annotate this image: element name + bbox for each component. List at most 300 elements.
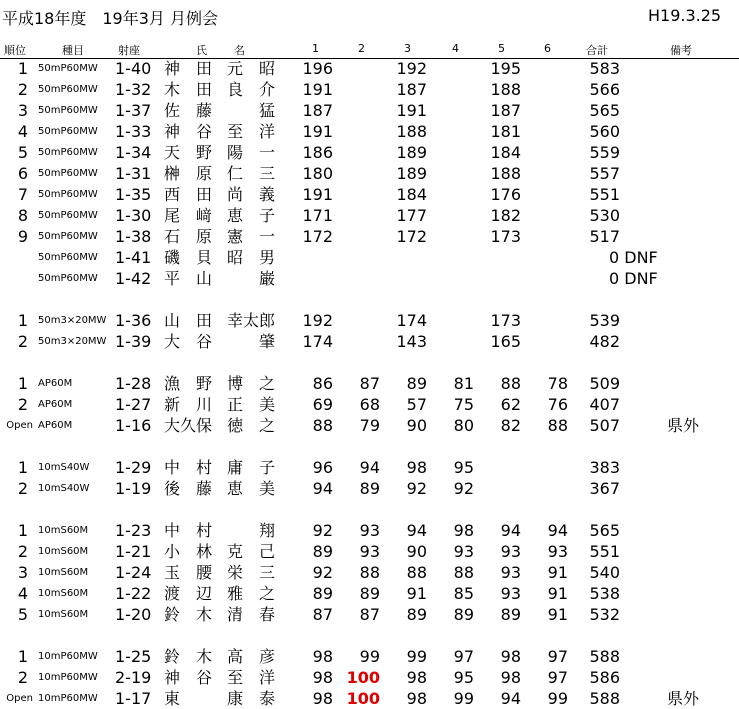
- total-cell: 532: [589, 605, 620, 624]
- result-row: [0, 562, 739, 583]
- score-3-cell: 90: [406, 416, 427, 435]
- score-5-cell: 173: [490, 311, 521, 330]
- result-row: [0, 478, 739, 499]
- name-char-cell: 博: [227, 374, 244, 393]
- name-char-cell: 雅: [227, 584, 244, 603]
- score-1-cell: 98: [312, 668, 333, 687]
- score-5-cell: 93: [500, 584, 521, 603]
- col-header-given-name: 名: [234, 44, 245, 57]
- lane-cell: 1-20: [115, 605, 152, 624]
- rank-cell: 7: [17, 185, 28, 204]
- score-3-cell: 192: [396, 59, 427, 78]
- rank-cell: 3: [17, 563, 28, 582]
- name-char-cell: 陽: [227, 143, 244, 162]
- lane-cell: 1-27: [115, 395, 152, 414]
- score-3-cell: 89: [406, 605, 427, 624]
- score-5-cell: 176: [490, 185, 521, 204]
- lane-cell: 1-24: [115, 563, 152, 582]
- name-char-cell: 男: [259, 248, 276, 267]
- lane-cell: 1-21: [115, 542, 152, 561]
- total-cell: 0 DNF: [609, 248, 658, 267]
- score-1-cell: 98: [312, 647, 333, 666]
- name-char-cell: 村: [196, 521, 213, 540]
- score-4-cell: 97: [453, 647, 474, 666]
- event-cell: 50mP60MW: [38, 147, 98, 158]
- score-1-cell: 98: [312, 689, 333, 708]
- name-char-cell: 大: [164, 332, 181, 351]
- score-2-cell: 79: [359, 416, 380, 435]
- result-row: [0, 541, 739, 562]
- total-cell: 507: [589, 416, 620, 435]
- lane-cell: 1-33: [115, 122, 152, 141]
- name-char-cell: 正: [227, 395, 244, 414]
- name-char-cell: 藤: [196, 479, 213, 498]
- score-5-cell: 93: [500, 563, 521, 582]
- name-char-cell: 神: [164, 122, 181, 141]
- total-cell: 588: [589, 647, 620, 666]
- lane-cell: 1-30: [115, 206, 152, 225]
- score-4-cell: 98: [453, 521, 474, 540]
- rank-cell: 1: [17, 59, 28, 78]
- name-char-cell: 川: [196, 395, 213, 414]
- score-5-cell: 181: [490, 122, 521, 141]
- event-cell: 50mP60MW: [38, 84, 98, 95]
- result-row: [0, 373, 739, 394]
- total-cell: 565: [589, 521, 620, 540]
- score-1-cell: 96: [312, 458, 333, 477]
- result-row: [0, 58, 739, 79]
- event-cell: 10mS60M: [38, 546, 89, 557]
- lane-cell: 1-42: [115, 269, 152, 288]
- name-char-cell: 西: [164, 185, 181, 204]
- name-char-cell: 谷: [196, 122, 213, 141]
- col-header-total: 合計: [586, 44, 608, 57]
- rank-cell: 1: [17, 374, 28, 393]
- name-char-cell: 尾: [164, 206, 181, 225]
- lane-cell: 1-35: [115, 185, 152, 204]
- name-char-cell: 村: [196, 458, 213, 477]
- name-char-cell: 原: [196, 227, 213, 246]
- score-1-cell: 180: [302, 164, 333, 183]
- score-2-cell: 100: [346, 668, 380, 687]
- rank-cell: 9: [17, 227, 28, 246]
- score-1-cell: 191: [302, 122, 333, 141]
- score-3-cell: 90: [406, 542, 427, 561]
- name-char-cell: 鈴: [164, 647, 181, 666]
- name-char-cell: 玉: [164, 563, 181, 582]
- score-1-cell: 174: [302, 332, 333, 351]
- name-char-cell: 鈴: [164, 605, 181, 624]
- total-cell: 538: [589, 584, 620, 603]
- name-char-cell: 仁: [227, 164, 244, 183]
- lane-cell: 1-32: [115, 80, 152, 99]
- total-cell: 551: [589, 542, 620, 561]
- lane-cell: 1-36: [115, 311, 152, 330]
- score-1-cell: 87: [312, 605, 333, 624]
- note-cell: 県外: [667, 416, 700, 435]
- name-char-cell: 田: [196, 80, 213, 99]
- name-char-cell: 昭: [259, 59, 276, 78]
- col-header-score-2: 2: [358, 42, 365, 55]
- score-5-cell: 188: [490, 80, 521, 99]
- score-3-cell: 89: [406, 374, 427, 393]
- result-row: [0, 247, 739, 268]
- rank-cell: 5: [17, 143, 28, 162]
- score-3-cell: 188: [396, 122, 427, 141]
- score-4-cell: 92: [453, 479, 474, 498]
- rank-cell: 1: [17, 647, 28, 666]
- score-2-cell: 93: [359, 521, 380, 540]
- score-6-cell: 93: [547, 542, 568, 561]
- score-5-cell: 165: [490, 332, 521, 351]
- result-row: [0, 100, 739, 121]
- score-3-cell: 98: [406, 458, 427, 477]
- rank-cell: 1: [17, 521, 28, 540]
- total-cell: 517: [589, 227, 620, 246]
- lane-cell: 1-31: [115, 164, 152, 183]
- name-char-cell: 之: [259, 584, 276, 603]
- name-char-cell: 石: [164, 227, 181, 246]
- result-row: [0, 331, 739, 352]
- score-1-cell: 89: [312, 542, 333, 561]
- col-header-lane: 射座: [118, 44, 140, 57]
- name-char-cell: 新: [164, 395, 181, 414]
- name-char-cell: 野: [196, 143, 213, 162]
- score-6-cell: 94: [547, 521, 568, 540]
- event-cell: 10mP60MW: [38, 672, 98, 683]
- score-1-cell: 186: [302, 143, 333, 162]
- score-4-cell: 75: [453, 395, 474, 414]
- score-1-cell: 171: [302, 206, 333, 225]
- sheet-date: H19.3.25: [648, 6, 722, 25]
- rank-cell: 1: [17, 311, 28, 330]
- name-char-cell: 徳: [227, 416, 244, 435]
- event-cell: 50mP60MW: [38, 189, 98, 200]
- score-1-cell: 191: [302, 185, 333, 204]
- lane-cell: 1-17: [115, 689, 152, 708]
- total-cell: 367: [589, 479, 620, 498]
- score-2-cell: 89: [359, 584, 380, 603]
- name-char-cell: 後: [164, 479, 181, 498]
- lane-cell: 1-38: [115, 227, 152, 246]
- score-6-cell: 76: [547, 395, 568, 414]
- name-char-cell: 良: [227, 80, 244, 99]
- lane-cell: 1-16: [115, 416, 152, 435]
- name-char-cell: 幸太郎: [227, 311, 276, 330]
- score-5-cell: 182: [490, 206, 521, 225]
- total-cell: 0 DNF: [609, 269, 658, 288]
- total-cell: 530: [589, 206, 620, 225]
- col-header-note: 備考: [670, 44, 692, 57]
- score-6-cell: 99: [547, 689, 568, 708]
- name-char-cell: 尚: [227, 185, 244, 204]
- name-char-cell: 高: [227, 647, 244, 666]
- name-char-cell: 春: [259, 605, 276, 624]
- total-cell: 509: [589, 374, 620, 393]
- result-row: [0, 205, 739, 226]
- event-cell: 50mP60MW: [38, 63, 98, 74]
- score-5-cell: 184: [490, 143, 521, 162]
- score-1-cell: 196: [302, 59, 333, 78]
- score-5-cell: 89: [500, 605, 521, 624]
- event-cell: 10mP60MW: [38, 693, 98, 704]
- score-1-cell: 94: [312, 479, 333, 498]
- name-char-cell: 美: [259, 479, 276, 498]
- event-cell: 10mS40W: [38, 483, 90, 494]
- score-1-cell: 92: [312, 563, 333, 582]
- score-4-cell: 93: [453, 542, 474, 561]
- lane-cell: 1-23: [115, 521, 152, 540]
- result-row: [0, 604, 739, 625]
- rank-cell: 3: [17, 101, 28, 120]
- score-1-cell: 69: [312, 395, 333, 414]
- score-5-cell: 98: [500, 668, 521, 687]
- name-char-cell: 之: [259, 416, 276, 435]
- name-char-cell: 神: [164, 668, 181, 687]
- score-3-cell: 172: [396, 227, 427, 246]
- name-char-cell: 己: [259, 542, 276, 561]
- name-char-cell: 藤: [196, 101, 213, 120]
- name-char-cell: 山: [164, 311, 181, 330]
- score-1-cell: 89: [312, 584, 333, 603]
- score-2-cell: 88: [359, 563, 380, 582]
- name-char-cell: 田: [196, 59, 213, 78]
- score-6-cell: 91: [547, 605, 568, 624]
- score-3-cell: 94: [406, 521, 427, 540]
- result-row: [0, 583, 739, 604]
- name-char-cell: 彦: [259, 647, 276, 666]
- total-cell: 560: [589, 122, 620, 141]
- score-6-cell: 97: [547, 668, 568, 687]
- score-5-cell: 195: [490, 59, 521, 78]
- score-3-cell: 143: [396, 332, 427, 351]
- name-char-cell: 田: [196, 185, 213, 204]
- score-2-cell: 87: [359, 605, 380, 624]
- sheet-title: 平成18年度 19年3月 月例会: [2, 9, 218, 28]
- result-row: [0, 394, 739, 415]
- name-char-cell: 巌: [259, 269, 276, 288]
- name-char-cell: 天: [164, 143, 181, 162]
- score-4-cell: 95: [453, 458, 474, 477]
- rank-cell: 2: [17, 395, 28, 414]
- result-row: [0, 268, 739, 289]
- name-char-cell: 三: [259, 563, 276, 582]
- name-char-cell: 原: [196, 164, 213, 183]
- name-char-cell: 一: [259, 227, 276, 246]
- lane-cell: 1-34: [115, 143, 152, 162]
- name-char-cell: 東: [164, 689, 181, 708]
- total-cell: 551: [589, 185, 620, 204]
- name-char-cell: 介: [259, 80, 276, 99]
- total-cell: 540: [589, 563, 620, 582]
- total-cell: 586: [589, 668, 620, 687]
- score-6-cell: 88: [547, 416, 568, 435]
- score-3-cell: 57: [406, 395, 427, 414]
- score-3-cell: 191: [396, 101, 427, 120]
- name-char-cell: 大久保: [164, 416, 213, 435]
- total-cell: 583: [589, 59, 620, 78]
- col-header-rank: 順位: [4, 44, 26, 57]
- rank-cell: 4: [17, 122, 28, 141]
- score-3-cell: 91: [406, 584, 427, 603]
- name-char-cell: 山: [196, 269, 213, 288]
- total-cell: 539: [589, 311, 620, 330]
- score-6-cell: 78: [547, 374, 568, 393]
- lane-cell: 1-41: [115, 248, 152, 267]
- score-1-cell: 192: [302, 311, 333, 330]
- score-2-cell: 89: [359, 479, 380, 498]
- col-header-score-1: 1: [312, 42, 319, 55]
- score-3-cell: 88: [406, 563, 427, 582]
- score-5-cell: 82: [500, 416, 521, 435]
- score-4-cell: 99: [453, 689, 474, 708]
- col-header-event: 種目: [62, 44, 84, 57]
- total-cell: 588: [589, 689, 620, 708]
- total-cell: 407: [589, 395, 620, 414]
- score-3-cell: 92: [406, 479, 427, 498]
- score-4-cell: 81: [453, 374, 474, 393]
- name-char-cell: 木: [196, 647, 213, 666]
- event-cell: 50m3×20MW: [38, 315, 107, 326]
- score-4-cell: 89: [453, 605, 474, 624]
- score-5-cell: 188: [490, 164, 521, 183]
- total-cell: 383: [589, 458, 620, 477]
- name-char-cell: 翔: [259, 521, 276, 540]
- event-cell: 50m3×20MW: [38, 336, 107, 347]
- rank-cell: 2: [17, 542, 28, 561]
- score-2-cell: 99: [359, 647, 380, 666]
- score-5-cell: 93: [500, 542, 521, 561]
- lane-cell: 1-39: [115, 332, 152, 351]
- result-row: [0, 646, 739, 667]
- event-cell: AP60M: [38, 378, 73, 389]
- col-header-family-name: 氏: [196, 44, 207, 57]
- event-cell: 10mS60M: [38, 525, 89, 536]
- lane-cell: 1-22: [115, 584, 152, 603]
- event-cell: 50mP60MW: [38, 231, 98, 242]
- event-cell: 50mP60MW: [38, 273, 98, 284]
- rank-cell: 6: [17, 164, 28, 183]
- score-3-cell: 187: [396, 80, 427, 99]
- name-char-cell: 克: [227, 542, 244, 561]
- name-char-cell: 榊: [164, 164, 181, 183]
- score-3-cell: 184: [396, 185, 427, 204]
- rank-cell: 2: [17, 332, 28, 351]
- lane-cell: 1-25: [115, 647, 152, 666]
- total-cell: 482: [589, 332, 620, 351]
- score-5-cell: 62: [500, 395, 521, 414]
- score-5-cell: 88: [500, 374, 521, 393]
- score-3-cell: 189: [396, 164, 427, 183]
- name-char-cell: 野: [196, 374, 213, 393]
- name-char-cell: 元: [227, 59, 244, 78]
- score-1-cell: 88: [312, 416, 333, 435]
- event-cell: 50mP60MW: [38, 105, 98, 116]
- event-cell: 50mP60MW: [38, 126, 98, 137]
- name-char-cell: 康: [227, 689, 244, 708]
- score-1-cell: 187: [302, 101, 333, 120]
- score-1-cell: 92: [312, 521, 333, 540]
- name-char-cell: 至: [227, 122, 244, 141]
- result-row: [0, 184, 739, 205]
- name-char-cell: 渡: [164, 584, 181, 603]
- col-header-score-3: 3: [404, 42, 411, 55]
- name-char-cell: 貝: [196, 248, 213, 267]
- name-char-cell: 洋: [259, 668, 276, 687]
- score-3-cell: 177: [396, 206, 427, 225]
- total-cell: 557: [589, 164, 620, 183]
- score-5-cell: 94: [500, 521, 521, 540]
- rank-cell: 2: [17, 80, 28, 99]
- name-char-cell: 磯: [164, 248, 181, 267]
- score-3-cell: 98: [406, 668, 427, 687]
- name-char-cell: 木: [164, 80, 181, 99]
- event-cell: 10mS60M: [38, 609, 89, 620]
- event-cell: AP60M: [38, 420, 73, 431]
- col-header-score-4: 4: [452, 42, 459, 55]
- score-2-cell: 87: [359, 374, 380, 393]
- name-char-cell: 憲: [227, 227, 244, 246]
- note-cell: 県外: [667, 689, 700, 708]
- score-4-cell: 95: [453, 668, 474, 687]
- col-header-score-6: 6: [544, 42, 551, 55]
- rank-cell: 4: [17, 584, 28, 603]
- name-char-cell: 一: [259, 143, 276, 162]
- result-row: [0, 520, 739, 541]
- name-char-cell: 腰: [196, 563, 213, 582]
- name-char-cell: 恵: [227, 479, 244, 498]
- name-char-cell: 木: [196, 605, 213, 624]
- name-char-cell: 美: [259, 395, 276, 414]
- result-row: [0, 310, 739, 331]
- name-char-cell: 田: [196, 311, 213, 330]
- name-char-cell: 漁: [164, 374, 181, 393]
- score-1-cell: 86: [312, 374, 333, 393]
- score-4-cell: 88: [453, 563, 474, 582]
- name-char-cell: 恵: [227, 206, 244, 225]
- score-6-cell: 91: [547, 584, 568, 603]
- name-char-cell: 中: [164, 458, 181, 477]
- score-6-cell: 97: [547, 647, 568, 666]
- event-cell: 50mP60MW: [38, 168, 98, 179]
- result-row: [0, 142, 739, 163]
- name-char-cell: 泰: [259, 689, 276, 708]
- name-char-cell: 神: [164, 59, 181, 78]
- lane-cell: 1-29: [115, 458, 152, 477]
- rank-cell: Open: [6, 420, 33, 431]
- name-char-cell: 子: [259, 206, 276, 225]
- name-char-cell: 中: [164, 521, 181, 540]
- total-cell: 566: [589, 80, 620, 99]
- name-char-cell: 庸: [227, 458, 244, 477]
- event-cell: 50mP60MW: [38, 210, 98, 221]
- score-3-cell: 99: [406, 647, 427, 666]
- event-cell: AP60M: [38, 399, 73, 410]
- name-char-cell: 之: [259, 374, 276, 393]
- rank-cell: 8: [17, 206, 28, 225]
- result-row: [0, 667, 739, 688]
- score-5-cell: 173: [490, 227, 521, 246]
- score-2-cell: 100: [346, 689, 380, 708]
- rank-cell: Open: [6, 693, 33, 704]
- total-cell: 559: [589, 143, 620, 162]
- name-char-cell: 清: [227, 605, 244, 624]
- score-1-cell: 191: [302, 80, 333, 99]
- event-cell: 50mP60MW: [38, 252, 98, 263]
- score-5-cell: 98: [500, 647, 521, 666]
- name-char-cell: 林: [196, 542, 213, 561]
- name-char-cell: 昭: [227, 248, 244, 267]
